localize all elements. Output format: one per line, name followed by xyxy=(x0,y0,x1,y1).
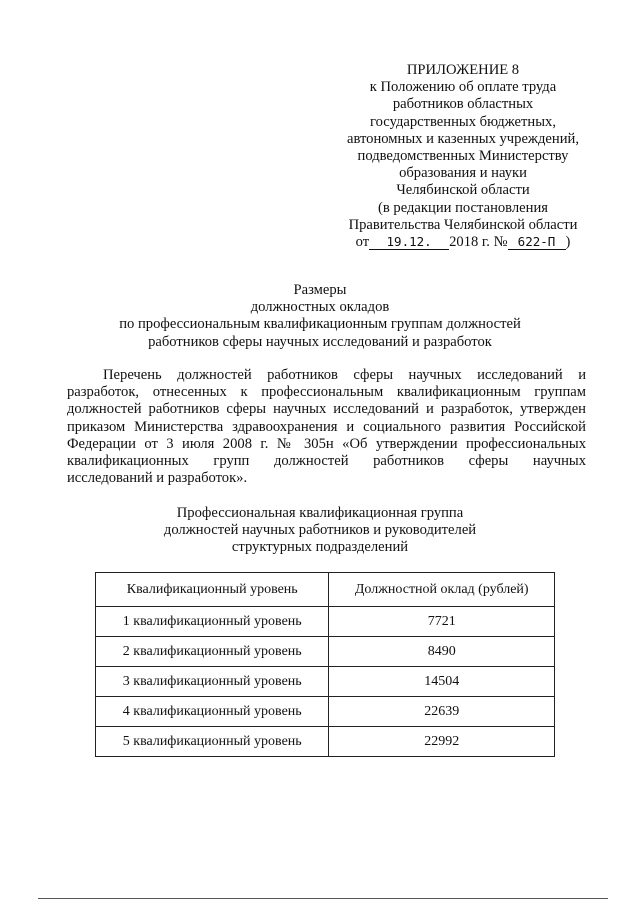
paragraph-line: разработок, отнесенных к профессиональным квалификационным группам xyxy=(67,384,586,401)
document-title xyxy=(80,282,560,351)
appendix-line: подведомственных Министерству xyxy=(357,148,569,165)
appendix-header xyxy=(328,62,598,251)
title-line: работников сферы научных исследований и разработок xyxy=(148,333,492,350)
paragraph-line: исследований и разработок». xyxy=(67,470,248,487)
title-line: должностных окладов xyxy=(250,299,390,316)
page-bottom-divider xyxy=(38,898,608,899)
intro-paragraph xyxy=(67,367,586,487)
paragraph-line: Федерации от 3 июля 2008 г. № 305н «Об утверждении профессиональных xyxy=(67,435,586,452)
date-prefix: от xyxy=(355,234,370,251)
column-header-salary: Должностной оклад (рублей) xyxy=(329,573,555,607)
level-cell: 3 квалификационный уровень xyxy=(96,667,329,697)
resolution-date: 19.12. xyxy=(369,234,449,250)
salary-cell: 22992 xyxy=(329,727,555,757)
title-line: по профессиональным квалификационным группам должностей xyxy=(119,316,521,333)
group-heading-line: Профессиональная квалификационная группа xyxy=(176,505,464,521)
salary-cell: 7721 xyxy=(329,607,555,637)
level-cell: 2 квалификационный уровень xyxy=(96,637,329,667)
paragraph-line: должностей работников сферы научных исследований и разработок, утвержден xyxy=(67,401,586,418)
close-paren: ) xyxy=(565,234,571,251)
title-line: Размеры xyxy=(293,282,347,298)
table-row xyxy=(96,607,555,637)
group-heading-line: должностей научных работников и руководителей xyxy=(163,522,477,539)
level-cell: 5 квалификационный уровень xyxy=(96,727,329,757)
table-row xyxy=(96,727,555,757)
appendix-line: работников областных xyxy=(392,96,534,113)
salary-cell: 14504 xyxy=(329,667,555,697)
resolution-number: 622-П xyxy=(508,234,566,250)
level-cell: 1 квалификационный уровень xyxy=(96,607,329,637)
appendix-line: образования и науки xyxy=(399,165,527,182)
column-header-level: Квалификационный уровень xyxy=(96,573,329,607)
table-header-row xyxy=(96,573,555,607)
appendix-line: Челябинской области xyxy=(396,182,530,199)
group-heading-line: структурных подразделений xyxy=(231,539,409,556)
salary-cell: 22639 xyxy=(329,697,555,727)
paragraph-line: Перечень должностей работников сферы научных исследований и xyxy=(103,367,586,383)
appendix-line: к Положению об оплате труда xyxy=(369,79,557,96)
table-row xyxy=(96,637,555,667)
appendix-line: государственных бюджетных, xyxy=(370,113,556,130)
resolution-date-line xyxy=(328,234,598,251)
group-heading xyxy=(100,505,540,557)
salary-cell: 8490 xyxy=(329,637,555,667)
level-cell: 4 квалификационный уровень xyxy=(96,697,329,727)
paragraph-line: квалификационных групп должностей работников сферы научных xyxy=(67,452,586,469)
appendix-line: Правительства Челябинской области xyxy=(348,216,578,233)
paragraph-line: приказом Министерства здравоохранения и социального развития Российской xyxy=(67,418,586,435)
table-row xyxy=(96,667,555,697)
appendix-line: автономных и казенных учреждений, xyxy=(346,130,579,147)
salary-table xyxy=(95,572,555,757)
table-row xyxy=(96,697,555,727)
appendix-title: ПРИЛОЖЕНИЕ 8 xyxy=(406,62,520,78)
appendix-line: (в редакции постановления xyxy=(378,199,548,216)
resolution-year: 2018 г. № xyxy=(449,234,508,251)
